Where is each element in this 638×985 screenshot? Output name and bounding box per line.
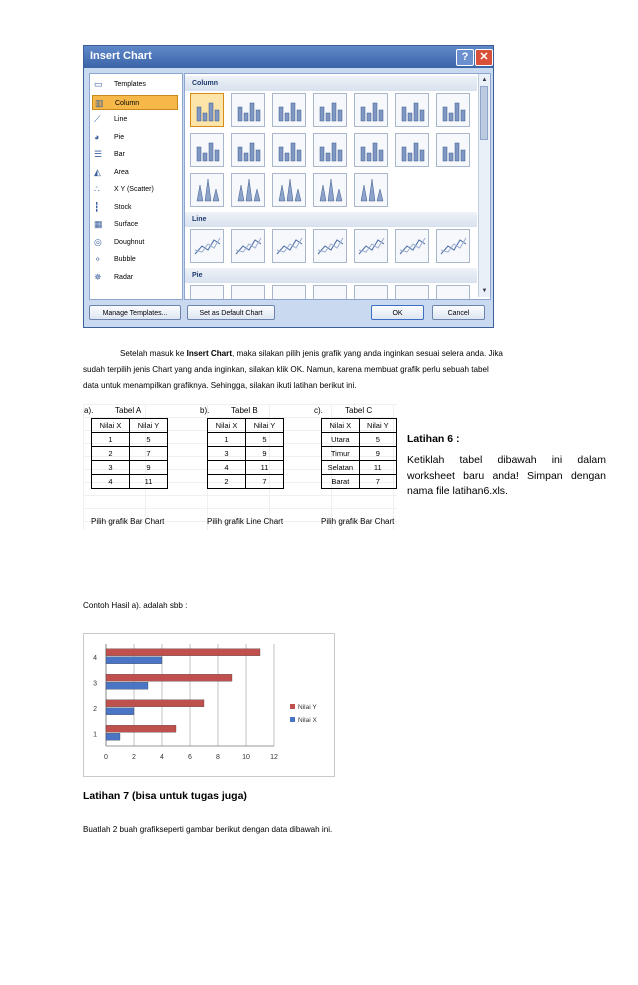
line-chart-thumbnail[interactable]	[272, 229, 306, 263]
table-caption: Pilih grafik Bar Chart	[321, 517, 395, 526]
line-chart-icon	[232, 230, 264, 262]
table-row	[208, 475, 284, 489]
y-tick-label: 2	[93, 705, 97, 713]
category-label: Bar	[114, 151, 125, 158]
gallery-scrollbar[interactable]	[478, 74, 490, 297]
x-tick-label: 6	[188, 754, 192, 761]
line-chart-thumbnail[interactable]	[354, 229, 388, 263]
area-chart-icon: ◭	[94, 166, 101, 177]
table-cell: 4	[208, 461, 246, 475]
scroll-down-icon[interactable]: ▼	[481, 288, 488, 294]
column-chart-thumbnail[interactable]	[190, 93, 224, 127]
column-chart-icon	[232, 134, 264, 166]
column-chart-thumbnail[interactable]	[231, 93, 265, 127]
bar-nilai-x	[106, 682, 148, 689]
category-label: Line	[114, 116, 128, 123]
paragraph-line-2: sudah terpilih jenis Chart yang anda inginkan, silakan klik OK. Namun, karena membuat grafik perlu sebuah tabel	[83, 365, 489, 374]
chart-category-list	[89, 73, 183, 300]
latihan6-title: Latihan 6 :	[407, 433, 460, 445]
line-chart-thumbnail[interactable]	[231, 229, 265, 263]
chart-svg	[84, 634, 334, 776]
table-row	[208, 461, 284, 475]
table-row	[322, 461, 397, 475]
section-header-pie: Pie	[185, 268, 477, 283]
pie-chart-thumbnail[interactable]	[190, 285, 224, 300]
bar-nilai-x	[106, 708, 134, 715]
radar-chart-icon: ✵	[94, 271, 102, 282]
table-caption: Pilih grafik Bar Chart	[91, 517, 165, 526]
category-label: Area	[114, 168, 129, 176]
pie-chart-icon: ◕	[94, 131, 100, 142]
set-default-chart-button[interactable]: Set as Default Chart	[187, 305, 275, 320]
insert-chart-dialog	[83, 45, 494, 328]
table-cell: 7	[246, 475, 284, 489]
category-label: Column	[115, 99, 140, 107]
category-label: Stock	[114, 203, 132, 211]
y-tick-label: 1	[93, 731, 97, 739]
category-label: Pie	[114, 133, 125, 141]
cone-chart-thumbnail[interactable]	[272, 173, 306, 207]
table-cell: 7	[130, 447, 168, 461]
bar-nilai-y	[106, 649, 260, 656]
pie-chart-icon	[396, 286, 428, 300]
cone-chart-thumbnail[interactable]	[190, 173, 224, 207]
footer-instruction: Buatlah 2 buah grafikseperti gambar berikut dengan data dibawah ini.	[83, 825, 333, 834]
y-tick-label: 3	[93, 680, 97, 688]
latihan7-title: Latihan 7 (bisa untuk tugas juga)	[83, 790, 247, 802]
legend-swatch	[290, 704, 295, 709]
example-bar-chart	[83, 633, 335, 777]
table-cell: 11	[359, 461, 396, 475]
section-header-line: Line	[185, 212, 477, 227]
paragraph-line-1	[120, 346, 503, 362]
column-chart-icon	[273, 94, 305, 126]
category-item[interactable]	[92, 130, 178, 145]
column-chart-icon	[437, 94, 469, 126]
table-cell: 4	[92, 475, 130, 489]
line-chart-thumbnail[interactable]	[436, 229, 470, 263]
table-header-cell: Nilai Y	[246, 419, 284, 433]
column-chart-icon	[314, 134, 346, 166]
bar-nilai-x	[106, 657, 162, 664]
bar-nilai-x	[106, 733, 120, 740]
category-item[interactable]	[92, 200, 178, 215]
manage-templates-button[interactable]: Manage Templates...	[89, 305, 181, 320]
table-cell: 3	[92, 461, 130, 475]
line-chart-icon	[273, 230, 305, 262]
data-table	[321, 418, 397, 489]
cone-chart-thumbnail[interactable]	[354, 173, 388, 207]
x-tick-label: 12	[270, 754, 278, 761]
x-tick-label: 8	[216, 754, 220, 761]
column-chart-icon	[273, 134, 305, 166]
cone-chart-icon	[314, 174, 346, 206]
pie-chart-thumbnail[interactable]	[395, 285, 429, 300]
table-letter: b).	[200, 406, 210, 415]
section-header-column: Column	[185, 76, 477, 91]
bar-nilai-y	[106, 700, 204, 707]
category-label: Radar	[114, 273, 134, 281]
line-chart-icon	[437, 230, 469, 262]
column-chart-icon	[191, 134, 223, 166]
line-chart-thumbnail[interactable]	[395, 229, 429, 263]
line-chart-icon: ⟋	[94, 114, 101, 124]
table-cell: Timur	[322, 447, 360, 461]
category-label: Bubble	[114, 256, 136, 263]
doughnut-chart-icon: ◎	[94, 236, 102, 247]
x-tick-label: 0	[104, 754, 108, 761]
line-chart-thumbnail[interactable]	[190, 229, 224, 263]
column-chart-thumbnail[interactable]	[313, 133, 347, 167]
table-row	[208, 433, 284, 447]
pie-chart-icon	[314, 286, 346, 300]
column-chart-thumbnail[interactable]	[190, 133, 224, 167]
folder-icon: ▭	[94, 79, 103, 89]
pie-chart-thumbnail[interactable]	[231, 285, 265, 300]
bar-nilai-y	[106, 674, 232, 681]
help-button[interactable]: ?	[456, 49, 474, 66]
latihan6-text: Ketiklah tabel dibawah ini dalam worksheet baru anda! Simpan dengan nama file latihan6.xls.	[407, 454, 606, 497]
table-letter: a).	[84, 406, 94, 415]
category-label: Surface	[114, 221, 139, 228]
table-row	[208, 447, 284, 461]
column-chart-icon	[396, 134, 428, 166]
category-item[interactable]	[92, 77, 178, 92]
table-title: Tabel B	[231, 406, 258, 415]
table-cell: 2	[208, 475, 246, 489]
legend-swatch	[290, 717, 295, 722]
category-item[interactable]	[92, 182, 178, 197]
table-row	[92, 475, 168, 489]
data-table	[207, 418, 284, 489]
line-chart-icon	[314, 230, 346, 262]
column-chart-thumbnail[interactable]	[354, 133, 388, 167]
table-cell: 11	[130, 475, 168, 489]
pie-chart-icon	[355, 286, 387, 300]
table-cell: Utara	[322, 433, 360, 447]
column-chart-thumbnail[interactable]	[436, 93, 470, 127]
category-item[interactable]	[92, 147, 178, 162]
column-chart-thumbnail[interactable]	[354, 93, 388, 127]
contoh-label: Contoh Hasil a). adalah sbb :	[83, 601, 188, 610]
table-cell: 5	[359, 433, 396, 447]
chart-gallery	[184, 73, 491, 300]
table-caption: Pilih grafik Line Chart	[207, 517, 284, 526]
category-item[interactable]	[92, 235, 178, 250]
column-chart-icon	[191, 94, 223, 126]
dialog-title-bar	[84, 46, 493, 68]
line-chart-thumbnail[interactable]	[313, 229, 347, 263]
paragraph-text: , maka silakan pilih jenis grafik yang anda inginkan sesuai selera anda. Jika	[232, 349, 503, 358]
category-label: Templates	[114, 81, 146, 88]
pie-chart-thumbnail[interactable]	[436, 285, 470, 300]
column-chart-thumbnail[interactable]	[231, 133, 265, 167]
cone-chart-icon	[355, 174, 387, 206]
legend-label: Nilai Y	[298, 704, 317, 711]
x-tick-label: 4	[160, 754, 164, 761]
column-chart-thumbnail[interactable]	[272, 93, 306, 127]
table-row	[92, 447, 168, 461]
table-cell: 9	[359, 447, 396, 461]
pie-chart-thumbnail[interactable]	[313, 285, 347, 300]
ok-button[interactable]: OK	[371, 305, 424, 320]
legend-label: Nilai X	[298, 717, 317, 724]
table-cell: 2	[92, 447, 130, 461]
pie-chart-icon	[273, 286, 305, 300]
dialog-title: Insert Chart	[90, 50, 152, 62]
pie-chart-icon	[232, 286, 264, 300]
y-tick-label: 4	[93, 654, 97, 662]
table-title: Tabel C	[345, 406, 373, 415]
table-row	[92, 461, 168, 475]
category-item[interactable]	[92, 165, 178, 180]
column-chart-thumbnail[interactable]	[313, 93, 347, 127]
table-cell: 11	[246, 461, 284, 475]
category-item[interactable]	[92, 252, 178, 267]
table-row	[322, 447, 397, 461]
table-cell: 1	[208, 433, 246, 447]
table-cell: 1	[92, 433, 130, 447]
table-header-cell: Nilai Y	[359, 419, 396, 433]
close-button[interactable]: ✕	[475, 49, 493, 66]
line-chart-icon	[191, 230, 223, 262]
stock-chart-icon: ┇	[94, 201, 100, 212]
line-chart-icon	[396, 230, 428, 262]
column-chart-icon: ▥	[95, 97, 104, 108]
table-cell: 5	[246, 433, 284, 447]
column-chart-thumbnail[interactable]	[436, 133, 470, 167]
cone-chart-icon	[232, 174, 264, 206]
x-tick-label: 2	[132, 754, 136, 761]
column-chart-icon	[355, 134, 387, 166]
category-item[interactable]	[92, 217, 178, 232]
column-chart-icon	[396, 94, 428, 126]
line-chart-icon	[355, 230, 387, 262]
cancel-button[interactable]: Cancel	[432, 305, 485, 320]
scroll-up-icon[interactable]: ▲	[481, 77, 488, 83]
cone-chart-icon	[273, 174, 305, 206]
table-row	[92, 433, 168, 447]
bar-chart-icon: ☰	[94, 149, 103, 159]
category-item[interactable]	[92, 270, 178, 285]
table-cell: 9	[246, 447, 284, 461]
paragraph-text: Setelah masuk ke	[120, 349, 187, 358]
table-row	[322, 475, 397, 489]
column-chart-thumbnail[interactable]	[272, 133, 306, 167]
table-cell: 5	[130, 433, 168, 447]
paragraph-line-3: data untuk menampilkan grafiknya. Sehingga, silakan ikuti latihan berikut ini.	[83, 381, 357, 390]
table-cell: 3	[208, 447, 246, 461]
bubble-chart-icon: ⚬	[94, 254, 102, 264]
table-cell: Barat	[322, 475, 360, 489]
cone-chart-thumbnail[interactable]	[313, 173, 347, 207]
column-chart-icon	[437, 134, 469, 166]
column-chart-icon	[314, 94, 346, 126]
paragraph-bold: Insert Chart	[186, 349, 233, 358]
column-chart-icon	[232, 94, 264, 126]
scatter-chart-icon: ∴	[94, 184, 100, 194]
column-chart-thumbnail[interactable]	[395, 133, 429, 167]
bar-nilai-y	[106, 725, 176, 732]
data-tables-image	[83, 404, 397, 530]
table-cell: 7	[359, 475, 396, 489]
pie-chart-icon	[437, 286, 469, 300]
category-label: Doughnut	[114, 238, 145, 246]
table-title: Tabel A	[115, 406, 142, 415]
surface-chart-icon: ▦	[94, 219, 103, 229]
table-header-cell: Nilai X	[92, 419, 130, 433]
table-header-cell: Nilai X	[208, 419, 246, 433]
table-cell: Selatan	[322, 461, 360, 475]
cone-chart-thumbnail[interactable]	[231, 173, 265, 207]
pie-chart-thumbnail[interactable]	[354, 285, 388, 300]
x-tick-label: 10	[242, 754, 250, 761]
scrollbar-thumb[interactable]	[480, 86, 488, 140]
category-item[interactable]	[92, 95, 178, 110]
table-header-cell: Nilai X	[322, 419, 360, 433]
category-label: X Y (Scatter)	[114, 186, 154, 193]
column-chart-icon	[355, 94, 387, 126]
pie-chart-icon	[191, 286, 223, 300]
data-table	[91, 418, 168, 489]
category-item[interactable]	[92, 112, 178, 127]
cone-chart-icon	[191, 174, 223, 206]
column-chart-thumbnail[interactable]	[395, 93, 429, 127]
table-row	[322, 433, 397, 447]
table-cell: 9	[130, 461, 168, 475]
table-header-cell: Nilai Y	[130, 419, 168, 433]
pie-chart-thumbnail[interactable]	[272, 285, 306, 300]
table-letter: c).	[314, 406, 323, 415]
